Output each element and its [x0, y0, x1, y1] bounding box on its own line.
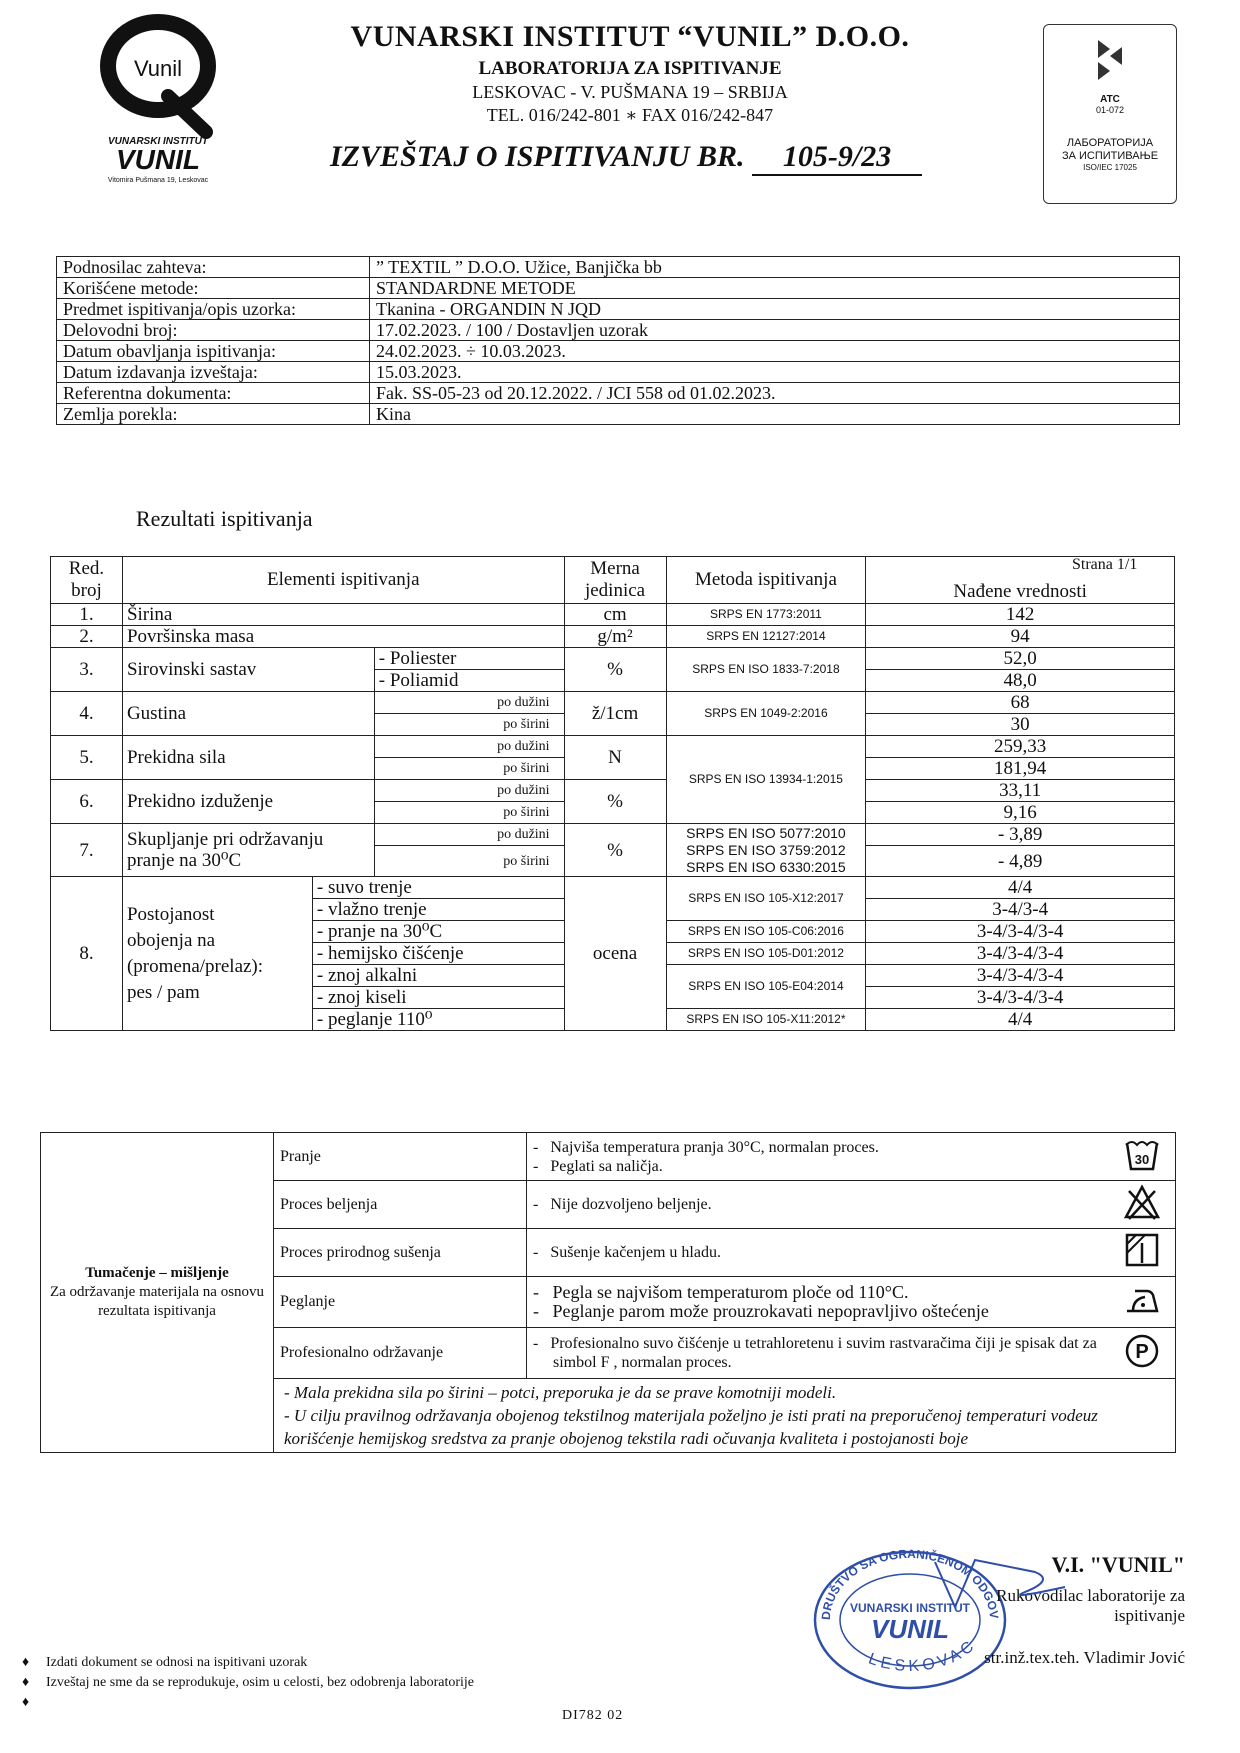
row-method: SRPS EN ISO 105-X11:2012* — [666, 1009, 866, 1031]
row-unit: ocena — [564, 877, 666, 1031]
care-line: - Nije dozvoljeno beljenje. — [533, 1196, 712, 1213]
footer-note: ♦ — [22, 1695, 30, 1710]
row-value: 48,0 — [866, 670, 1175, 692]
row-method: SRPS EN 1773:2011 — [666, 604, 866, 626]
iron-low-icon — [1109, 1277, 1176, 1328]
row-name: Širina — [122, 604, 564, 626]
row-value: 52,0 — [866, 648, 1175, 670]
row-no: 8. — [51, 877, 123, 1031]
row-no: 4. — [51, 692, 123, 736]
interpretation-cell — [41, 1133, 274, 1453]
signature-block — [925, 1552, 1185, 1668]
results-table — [50, 556, 1175, 1031]
row-no: 6. — [51, 780, 123, 824]
row-name: Površinska masa — [122, 626, 564, 648]
row-unit: N — [564, 736, 666, 780]
care-process: Peglanje — [274, 1277, 527, 1328]
info-value: 17.02.2023. / 100 / Dostavljen uzorak — [370, 320, 1180, 341]
table-row — [51, 626, 1175, 648]
table-row — [51, 877, 1175, 899]
row-unit: % — [564, 648, 666, 692]
info-row — [57, 257, 1180, 278]
row-name-line2: pranje na 30⁰C — [126, 850, 242, 871]
row-no: 3. — [51, 648, 123, 692]
row-sub: po dužini — [374, 692, 564, 714]
row-no: 1. — [51, 604, 123, 626]
logo-brand: VUNIL — [116, 144, 200, 175]
care-text — [527, 1181, 1110, 1229]
care-process: Proces beljenja — [274, 1181, 527, 1229]
row-sub: - Poliester — [374, 648, 564, 670]
row-name — [122, 877, 312, 1031]
info-value: ” TEXTIL ” D.O.O. Užice, Banjička bb — [370, 257, 1180, 278]
care-note: - Mala prekidna sila po širini – potci, preporuka je da se prave komotniji modeli. — [284, 1383, 837, 1402]
svg-text:30: 30 — [1134, 1152, 1150, 1167]
info-value: Fak. SS-05-23 od 20.12.2022. / JCI 558 od 01.02.2023. — [370, 383, 1180, 404]
row-sub: po širini — [374, 846, 564, 877]
header-method: Metoda ispitivanja — [666, 557, 866, 604]
care-text — [527, 1328, 1110, 1379]
care-notes — [274, 1379, 1176, 1453]
svg-text:DRUŠTVO SA OGRANIČENOM ODGOVOR: DRUŠTVO SA OGRANIČENOM ODGOV — [818, 1546, 1002, 1621]
care-line: - Sušenje kačenjem u hladu. — [533, 1244, 721, 1261]
info-value: Tkanina - ORGANDIN N JQD — [370, 299, 1180, 320]
care-text — [527, 1229, 1110, 1277]
svg-text:VUNARSKI INSTITUT: VUNARSKI INSTITUT — [850, 1601, 970, 1615]
table-row — [51, 780, 1175, 802]
info-value: 15.03.2023. — [370, 362, 1180, 383]
handwritten-signature — [915, 1552, 1095, 1612]
header-no: Red. broj — [51, 557, 123, 604]
table-row — [51, 692, 1175, 714]
row-name-line1: Skupljanje pri održavanju — [126, 829, 324, 850]
row-name-line2: obojenja na — [126, 929, 216, 951]
row-unit: ž/1cm — [564, 692, 666, 736]
accreditation-badge — [1043, 24, 1177, 204]
row-unit: g/m² — [564, 626, 666, 648]
info-label: Podnosilac zahteva: — [57, 257, 370, 278]
page-label: Strana 1/1 — [1072, 556, 1138, 573]
report-number: 105-9/23 — [752, 140, 922, 176]
accreditation-standard: ISO/IEC 17025 — [1083, 163, 1137, 172]
row-unit: % — [564, 780, 666, 824]
care-text — [527, 1277, 1110, 1328]
info-value: Kina — [370, 404, 1180, 425]
row-name: Gustina — [122, 692, 374, 736]
accreditation-mark-icon — [1090, 35, 1130, 85]
table-row — [51, 604, 1175, 626]
table-row — [51, 824, 1175, 846]
row-method: SRPS EN ISO 1833-7:2018 — [666, 648, 866, 692]
row-sub: - pranje na 30⁰C — [312, 921, 564, 943]
row-no: 7. — [51, 824, 123, 877]
row-name: Prekidna sila — [122, 736, 374, 780]
header-values: Nađene vrednosti — [866, 557, 1175, 604]
row-method — [666, 824, 866, 877]
institute-logo — [88, 14, 238, 184]
care-line: - Najviša temperatura pranja 30°C, normalan proces. — [533, 1138, 879, 1156]
row-no: 5. — [51, 736, 123, 780]
care-row — [41, 1133, 1176, 1181]
care-process: Pranje — [274, 1133, 527, 1181]
svg-text:P: P — [1135, 1340, 1149, 1363]
row-sub: - hemijsko čišćenje — [312, 943, 564, 965]
row-name — [122, 824, 374, 877]
row-sub: - znoj alkalni — [312, 965, 564, 987]
footer-note: ♦ Izdati dokument se odnosi na ispitivani uzorak — [22, 1655, 308, 1670]
row-value: 3-4/3-4/3-4 — [866, 943, 1175, 965]
info-row — [57, 278, 1180, 299]
care-line: - Profesionalno suvo čišćenje u tetrahloretenu i suvim rastvaračima čiji je spisak dat za simbol F , normalan proces. — [533, 1335, 1097, 1371]
info-label: Delovodni broj: — [57, 320, 370, 341]
row-unit: % — [564, 824, 666, 877]
care-line: - Peglati sa naličja. — [533, 1157, 663, 1175]
info-value: STANDARDNE METODE — [370, 278, 1180, 299]
footer-notes — [22, 1653, 474, 1713]
row-value: 142 — [866, 604, 1175, 626]
form-code: DI782 02 — [562, 1708, 624, 1723]
row-method: SRPS EN ISO 105-C06:2016 — [666, 921, 866, 943]
row-name: Sirovinski sastav — [122, 648, 374, 692]
results-heading: Rezultati ispitivanja — [136, 506, 313, 531]
accreditation-number: 01-072 — [1095, 105, 1125, 115]
row-method: SRPS EN 1049-2:2016 — [666, 692, 866, 736]
method-line: SRPS EN ISO 6330:2015 — [686, 858, 846, 875]
interpretation-title: Tumačenje – mišljenje — [85, 1265, 229, 1281]
row-method: SRPS EN ISO 105-E04:2014 — [666, 965, 866, 1009]
row-sub: - vlažno trenje — [312, 899, 564, 921]
accreditation-line2: ЗА ИСПИТИВАЊЕ — [1061, 150, 1159, 162]
footer-note: ♦ Izveštaj ne sme da se reprodukuje, osim u celosti, bez odobrenja laboratorije — [22, 1675, 475, 1690]
info-row — [57, 299, 1180, 320]
row-value: 259,33 — [866, 736, 1175, 758]
care-note: - U cilju pravilnog održavanja obojenog tekstilnog materijala poželjno je isti prati na preporučenoj temperaturi vodeuz korišćenje hemijskog sredstva za pranje obojenog tekstila radi očuvanja kvaliteta i postojanosti boje — [284, 1406, 1098, 1448]
info-label: Korišćene metode: — [57, 278, 370, 299]
info-row — [57, 404, 1180, 425]
table-row — [51, 736, 1175, 758]
logo-lettering: Vunil — [133, 56, 183, 81]
svg-text:LESKOVAC: LESKOVAC — [866, 1635, 981, 1676]
institute-name: VUNARSKI INSTITUT “VUNIL” D.O.O. — [350, 20, 910, 53]
care-process: Proces prirodnog sušenja — [274, 1229, 527, 1277]
results-header-row — [51, 557, 1175, 604]
table-row — [51, 648, 1175, 670]
row-sub: po širini — [374, 714, 564, 736]
report-title-text: IZVEŠTAJ O ISPITIVANJU BR. — [330, 140, 745, 173]
info-label: Datum izdavanja izveštaja: — [57, 362, 370, 383]
institute-phone: TEL. 016/242-801 ∗ FAX 016/242-847 — [486, 105, 774, 125]
row-sub: - Poliamid — [374, 670, 564, 692]
info-label: Referentna dokumenta: — [57, 383, 370, 404]
row-value: 4/4 — [866, 1009, 1175, 1031]
header-elements: Elementi ispitivanja — [122, 557, 564, 604]
row-unit: cm — [564, 604, 666, 626]
row-method: SRPS EN ISO 105-D01:2012 — [666, 943, 866, 965]
care-text — [527, 1133, 1110, 1181]
row-value: 3-4/3-4 — [866, 899, 1175, 921]
row-sub: po širini — [374, 758, 564, 780]
row-name-line1: Postojanost — [126, 903, 215, 925]
row-name-line4: pes / pam — [126, 981, 200, 1003]
row-value: 30 — [866, 714, 1175, 736]
row-value: 3-4/3-4/3-4 — [866, 987, 1175, 1009]
dry-clean-p-icon — [1109, 1328, 1176, 1379]
row-sub: - suvo trenje — [312, 877, 564, 899]
row-value: 181,94 — [866, 758, 1175, 780]
row-value: 3-4/3-4/3-4 — [866, 965, 1175, 987]
row-method: SRPS EN ISO 105-X12:2017 — [666, 877, 866, 921]
info-row — [57, 320, 1180, 341]
signature-name: str.inž.tex.teh. Vladimir Jović — [984, 1648, 1185, 1667]
care-process: Profesionalno održavanje — [274, 1328, 527, 1379]
care-line: - Peglanje parom može prouzrokavati nepopravljivo oštećenje — [533, 1301, 989, 1321]
info-label: Predmet ispitivanja/opis uzorka: — [57, 299, 370, 320]
row-method: SRPS EN 12127:2014 — [666, 626, 866, 648]
row-method: SRPS EN ISO 13934-1:2015 — [666, 736, 866, 824]
row-value: 68 — [866, 692, 1175, 714]
interpretation-text: Za održavanje materijala na osnovu rezultata ispitivanja — [49, 1284, 265, 1319]
request-info-table — [56, 256, 1180, 425]
row-value: 33,11 — [866, 780, 1175, 802]
info-row — [57, 341, 1180, 362]
no-bleach-icon — [1109, 1181, 1176, 1229]
signature-role: Rukovodilac laboratorije za ispitivanje — [996, 1586, 1185, 1625]
accreditation-code: ATC — [1100, 94, 1120, 105]
method-line: SRPS EN ISO 5077:2010 — [686, 824, 846, 841]
row-name: Prekidno izduženje — [122, 780, 374, 824]
care-line: - Pegla se najvišom temperaturom ploče od 110°C. — [533, 1282, 909, 1302]
logo-address: Vitomira Pušmana 19, Leskovac — [107, 177, 209, 184]
row-name-line3: (promena/prelaz): — [126, 955, 264, 977]
institute-header — [300, 20, 960, 126]
accreditation-line1: ЛАБОРАТОРИЈА — [1066, 137, 1154, 149]
care-instructions-table — [40, 1132, 1176, 1453]
row-value: 9,16 — [866, 802, 1175, 824]
line-dry-shade-icon — [1109, 1229, 1176, 1277]
row-sub: po dužini — [374, 824, 564, 846]
lab-name: LABORATORIJA ZA ISPITIVANJE — [478, 58, 782, 79]
row-value: 3-4/3-4/3-4 — [866, 921, 1175, 943]
wash-30-icon — [1109, 1133, 1176, 1181]
row-value: - 3,89 — [866, 824, 1175, 846]
row-value: 4/4 — [866, 877, 1175, 899]
row-sub: - peglanje 110⁰ — [312, 1009, 564, 1031]
row-no: 2. — [51, 626, 123, 648]
row-sub: - znoj kiseli — [312, 987, 564, 1009]
info-row — [57, 362, 1180, 383]
report-title — [330, 140, 922, 176]
institute-address: LESKOVAC - V. PUŠMANA 19 – SRBIJA — [472, 82, 788, 102]
svg-text:VUNIL: VUNIL — [871, 1614, 949, 1644]
info-label: Zemlja porekla: — [57, 404, 370, 425]
logo-caption: VUNARSKI INSTITUT — [108, 136, 208, 147]
row-sub: po dužini — [374, 780, 564, 802]
header-unit: Merna jedinica — [564, 557, 666, 604]
info-row — [57, 383, 1180, 404]
method-line: SRPS EN ISO 3759:2012 — [686, 841, 846, 858]
info-value: 24.02.2023. ÷ 10.03.2023. — [370, 341, 1180, 362]
row-value: 94 — [866, 626, 1175, 648]
row-sub: po širini — [374, 802, 564, 824]
info-label: Datum obavljanja ispitivanja: — [57, 341, 370, 362]
signature-org: V.I. "VUNIL" — [1051, 1552, 1185, 1577]
row-value: - 4,89 — [866, 846, 1175, 877]
row-sub: po dužini — [374, 736, 564, 758]
